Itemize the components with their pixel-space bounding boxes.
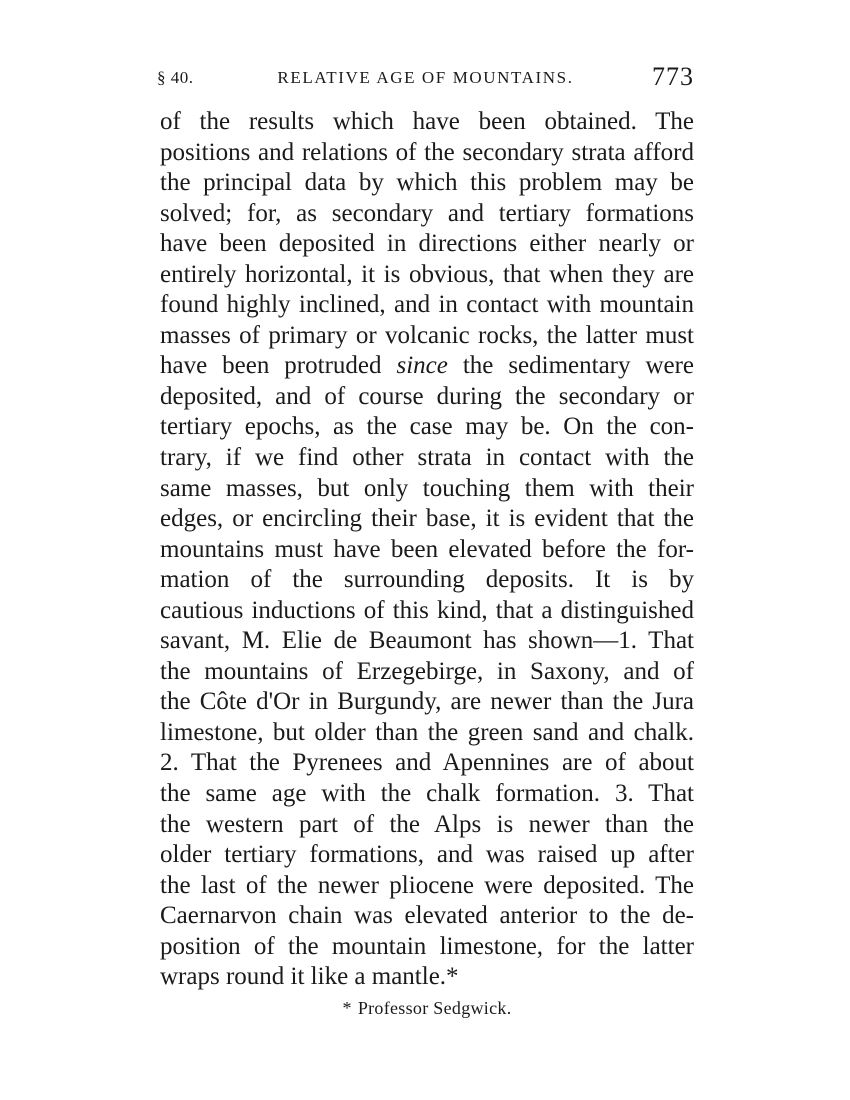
- text-line: the principal data by which this problem may be: [160, 169, 694, 197]
- text-line: position of the mountain limestone, for the latter: [160, 932, 694, 960]
- footnote: [160, 998, 694, 1019]
- running-head: [157, 60, 694, 94]
- footnote-mark: *: [342, 998, 352, 1018]
- text-line: the Côte d'Or in Burgundy, are newer than the Jura: [160, 688, 694, 716]
- text-line: positions and relations of the secondary strata afford: [160, 138, 694, 166]
- text-line: the same age with the chalk formation. 3. That: [160, 780, 694, 808]
- text-line: found highly inclined, and in contact with mountain: [160, 291, 694, 319]
- text-line: have been deposited in directions either nearly or: [160, 230, 694, 258]
- text-line: solved; for, as secondary and tertiary formations: [160, 199, 694, 227]
- text-line: the western part of the Alps is newer than the: [160, 810, 694, 838]
- text-line: deposited, and of course during the secondary or: [160, 382, 694, 410]
- text-line: same masses, but only touching them with their: [160, 474, 694, 502]
- text-line: entirely horizontal, it is obvious, that when they are: [160, 260, 694, 288]
- text-line: older tertiary formations, and was raised up after: [160, 841, 694, 869]
- text-line: cautious inductions of this kind, that a distinguished: [160, 596, 694, 624]
- text-line: savant, M. Elie de Beaumont has shown—1. That: [160, 627, 694, 655]
- running-title: RELATIVE AGE OF MOUNTAINS.: [277, 68, 574, 87]
- text-line: Caernarvon chain was elevated anterior to the de-: [160, 902, 694, 930]
- text-line: trary, if we find other strata in contact with the: [160, 444, 694, 472]
- text-line: the mountains of Erzegebirge, in Saxony, and of: [160, 657, 694, 685]
- page-number: 773: [652, 62, 694, 91]
- text-line: 2. That the Pyrenees and Apennines are of about: [160, 749, 694, 777]
- text-line: have been protruded since the sedimentary were: [160, 352, 695, 380]
- text-line: the last of the newer pliocene were deposited. The: [160, 871, 694, 899]
- footnote-text: Professor Sedgwick.: [357, 998, 512, 1018]
- text-line: limestone, but older than the green sand and chalk.: [160, 718, 694, 746]
- text-line: of the results which have been obtained. The: [160, 108, 694, 135]
- text-line: mation of the surrounding deposits. It is by: [160, 566, 694, 594]
- section-number: § 40.: [157, 68, 194, 87]
- emphasis-since: since: [396, 352, 448, 380]
- body-text: [160, 107, 694, 993]
- text-line: masses of primary or volcanic rocks, the latter must: [160, 321, 694, 349]
- text-line: mountains must have been elevated before the for-: [160, 535, 694, 563]
- text-line: edges, or encircling their base, it is evident that the: [160, 505, 694, 533]
- text-line: tertiary epochs, as the case may be. On the con-: [160, 413, 694, 441]
- text-line: wraps round it like a mantle.*: [160, 963, 459, 991]
